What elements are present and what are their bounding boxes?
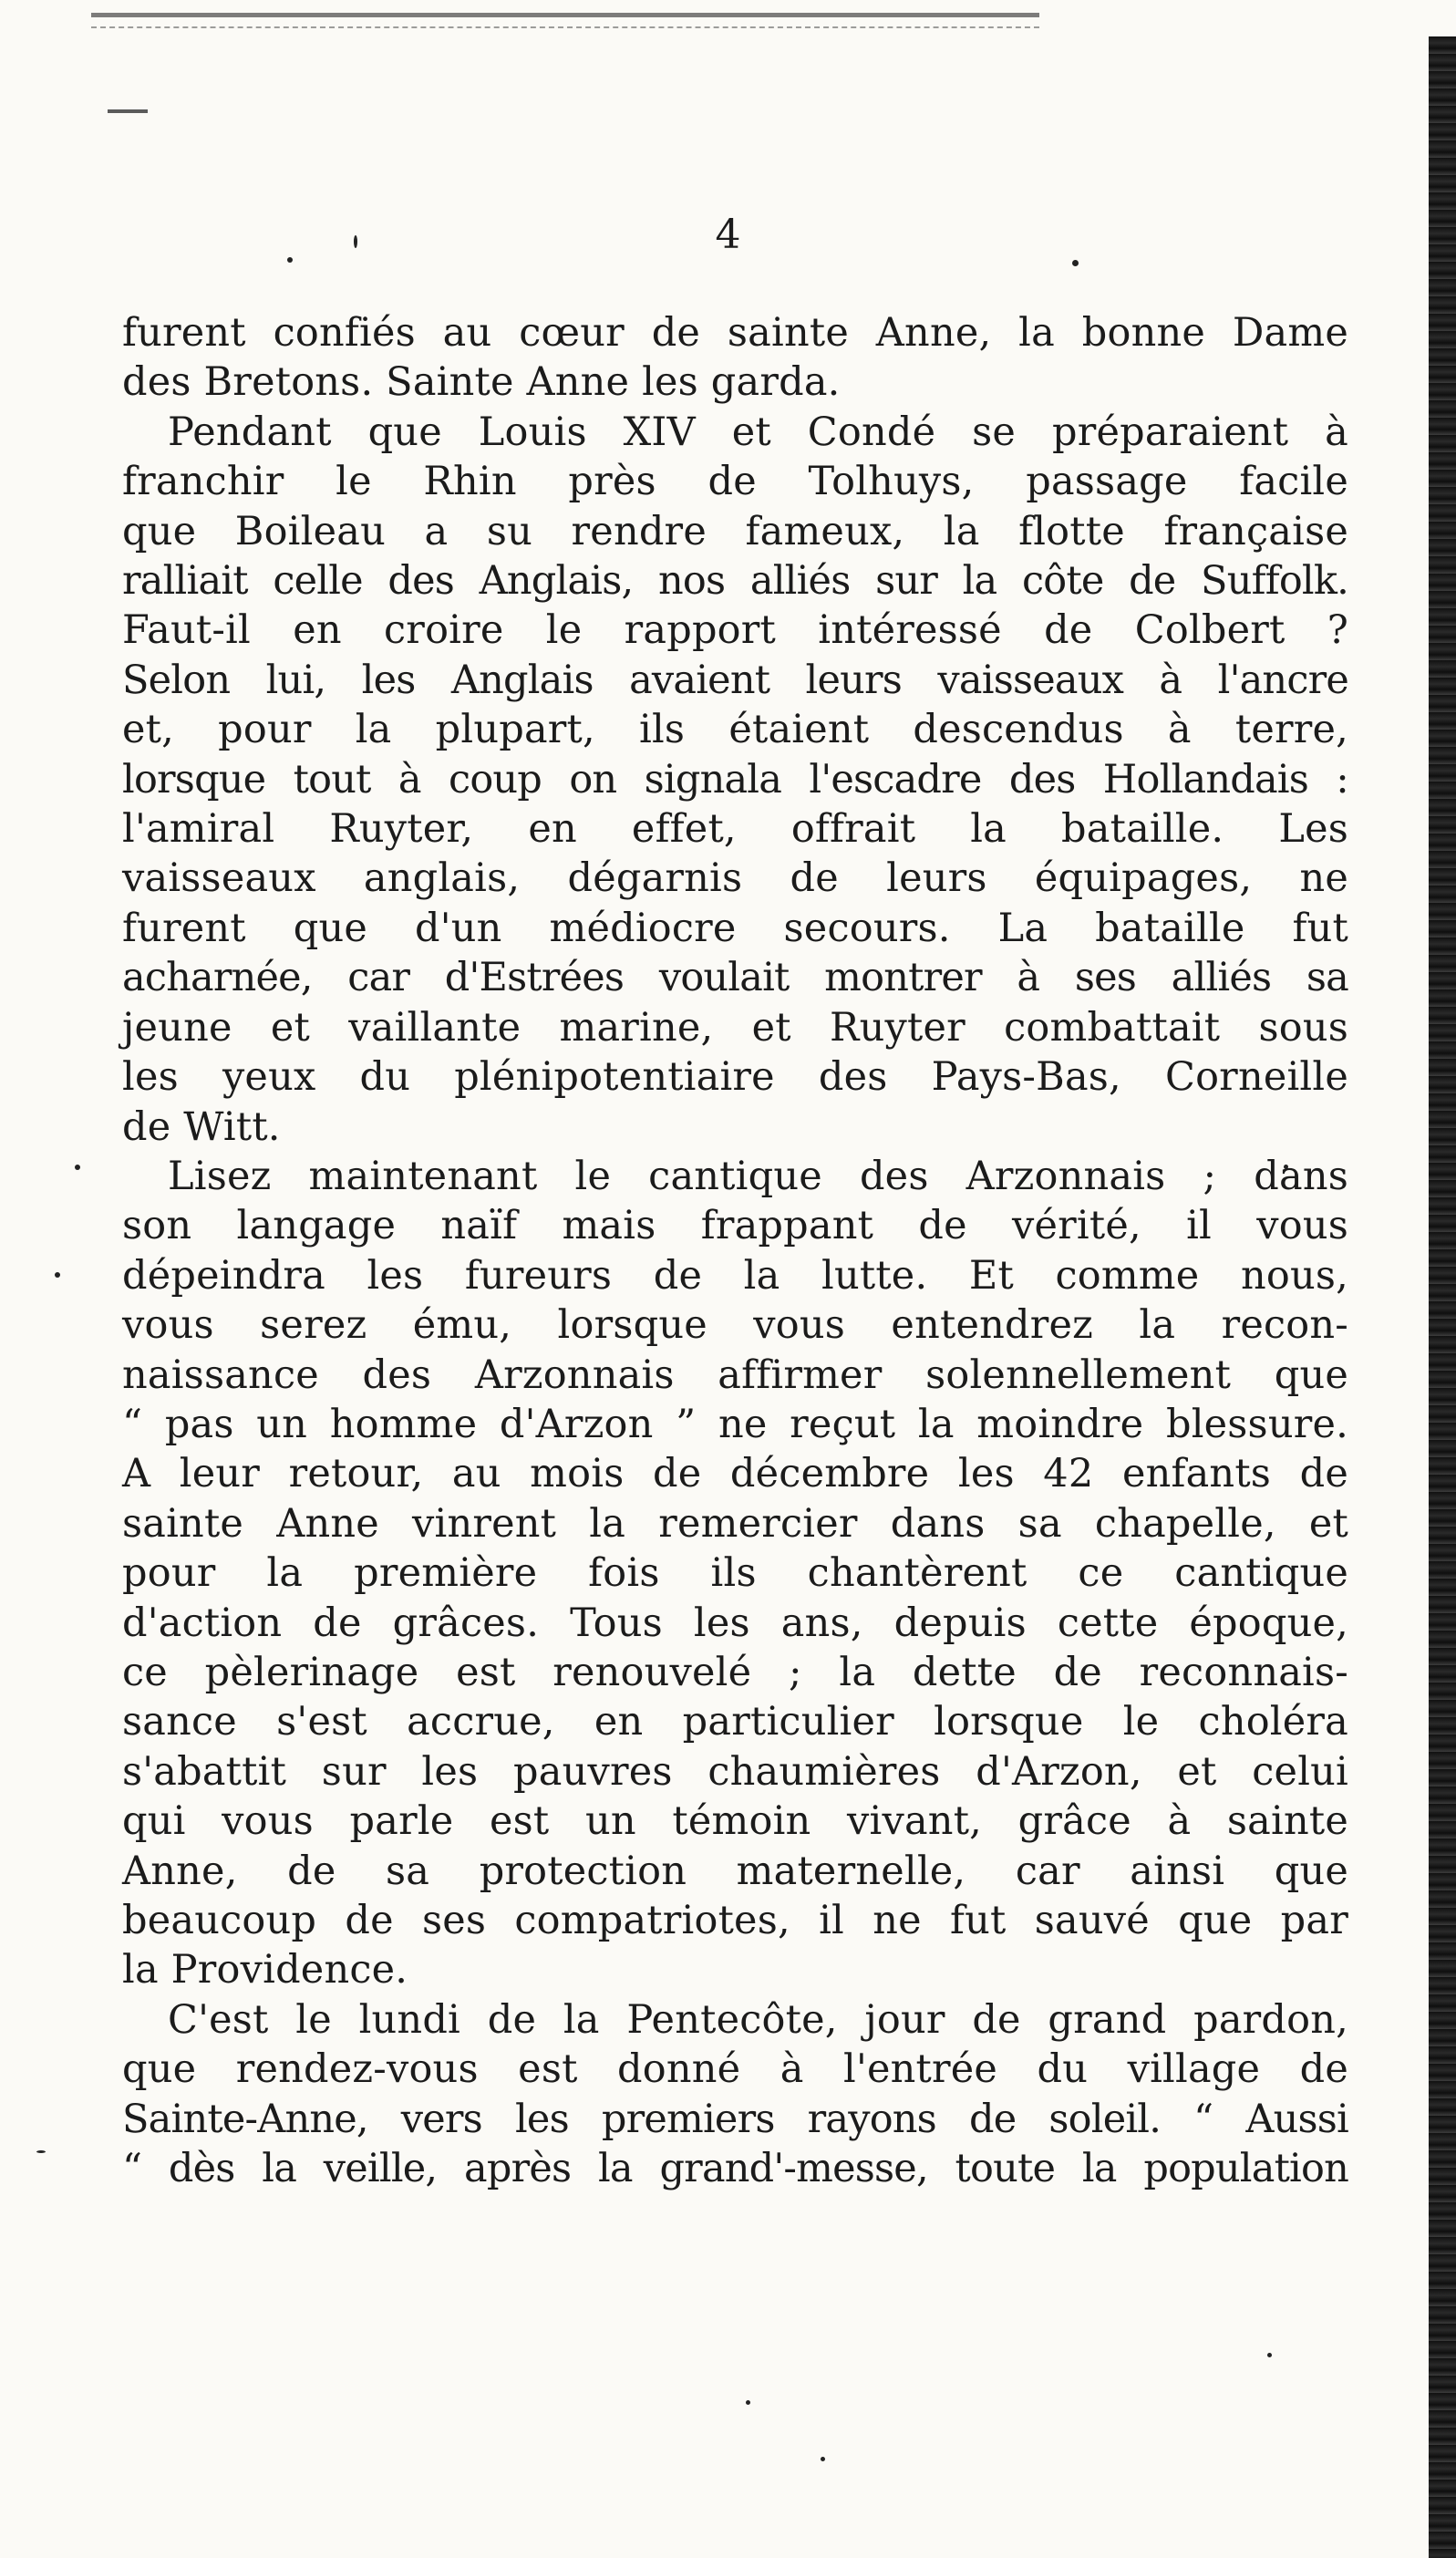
text-line: beaucoup de ses compatriotes, il ne fut sauvé que par bbox=[122, 1898, 1348, 1943]
text-line: ce pèlerinage est renouvelé ; la dette de reconnais- bbox=[122, 1649, 1348, 1695]
ink-speck bbox=[1267, 2353, 1272, 2357]
text-line: furent que d'un médiocre secours. La bataille fut bbox=[122, 905, 1348, 951]
text-line: de Witt. bbox=[122, 1103, 281, 1150]
page-edge-shadow bbox=[1429, 36, 1456, 2558]
text-line: d'action de grâces. Tous les ans, depuis cette époque, bbox=[122, 1600, 1348, 1646]
text-line: s'abattit sur les pauvres chaumières d'Arzon, et celui bbox=[122, 1748, 1348, 1795]
text-line: lorsque tout à coup on signala l'escadre des Hollandais : bbox=[122, 756, 1348, 803]
text-line: son langage naïf mais frappant de vérité, il vous bbox=[122, 1203, 1348, 1249]
corner-mark bbox=[108, 109, 148, 113]
text-line: que Boileau a su rendre fameux, la flotte française bbox=[122, 508, 1348, 554]
text-line: acharnée, car d'Estrées voulait montrer à ses alliés sa bbox=[122, 955, 1348, 1001]
page-number: 4 bbox=[715, 212, 741, 258]
ink-speck bbox=[55, 1272, 60, 1278]
text-line: Selon lui, les Anglais avaient leurs vaisseaux à l'ancre bbox=[122, 657, 1348, 703]
top-printed-rule bbox=[91, 13, 1039, 28]
ink-speck bbox=[746, 2400, 750, 2405]
text-line: l'amiral Ruyter, en effet, offrait la bataille. Les bbox=[122, 806, 1348, 853]
text-line: C'est le lundi de la Pentecôte, jour de grand pardon, bbox=[168, 1996, 1348, 2043]
text-line: que rendez-vous est donné à l'entrée du village de bbox=[122, 2046, 1348, 2093]
ink-speck bbox=[36, 2150, 46, 2153]
text-line: pour la première fois ils chantèrent ce cantique bbox=[122, 1550, 1348, 1597]
text-line: Faut-il en croire le rapport intéressé de Colbert ? bbox=[122, 607, 1348, 654]
text-line: les yeux du plénipotentiaire des Pays-Bas, Corneille bbox=[122, 1054, 1348, 1101]
text-line: naissance des Arzonnais affirmer solennellement que bbox=[122, 1351, 1348, 1398]
text-line: vaisseaux anglais, dégarnis de leurs équipages, ne bbox=[122, 855, 1348, 902]
text-line: Sainte-Anne, vers les premiers rayons de soleil. “ Aussi bbox=[122, 2096, 1348, 2142]
text-line: A leur retour, au mois de décembre les 42 enfants de bbox=[122, 1451, 1348, 1497]
text-line: Lisez maintenant le cantique des Arzonnais ; dans bbox=[168, 1153, 1348, 1199]
text-line: dépeindra les fureurs de la lutte. Et comme nous, bbox=[122, 1252, 1348, 1299]
text-line: “ dès la veille, après la grand'-messe, toute la population bbox=[122, 2146, 1348, 2192]
text-line: et, pour la plupart, ils étaient descendus à terre, bbox=[122, 707, 1348, 753]
text-line: ralliait celle des Anglais, nos alliés sur la côte de Suffolk. bbox=[122, 558, 1348, 605]
text-line: furent confiés au cœur de sainte Anne, la bonne Dame bbox=[122, 310, 1348, 356]
text-line: sance s'est accrue, en particulier lorsque le choléra bbox=[122, 1699, 1348, 1745]
text-line: franchir le Rhin près de Tolhuys, passage facile bbox=[122, 459, 1348, 505]
text-line: vous serez ému, lorsque vous entendrez la recon- bbox=[122, 1302, 1348, 1349]
text-line: Pendant que Louis XIV et Condé se préparaient à bbox=[168, 409, 1348, 455]
text-line: sainte Anne vinrent la remercier dans sa chapelle, et bbox=[122, 1500, 1348, 1547]
text-line: des Bretons. Sainte Anne les garda. bbox=[122, 359, 841, 406]
ink-speck bbox=[1072, 260, 1079, 266]
text-line: Anne, de sa protection maternelle, car ainsi que bbox=[122, 1848, 1348, 1894]
text-line: la Providence. bbox=[122, 1947, 408, 1994]
text-line: jeune et vaillante marine, et Ruyter combattait sous bbox=[122, 1004, 1348, 1051]
text-line: “ pas un homme d'Arzon ” ne reçut la moindre blessure. bbox=[122, 1401, 1348, 1447]
body-text bbox=[122, 308, 1348, 2193]
ink-speck bbox=[821, 2457, 825, 2461]
text-line: qui vous parle est un témoin vivant, grâce à sainte bbox=[122, 1798, 1348, 1845]
ink-speck bbox=[75, 1165, 80, 1170]
